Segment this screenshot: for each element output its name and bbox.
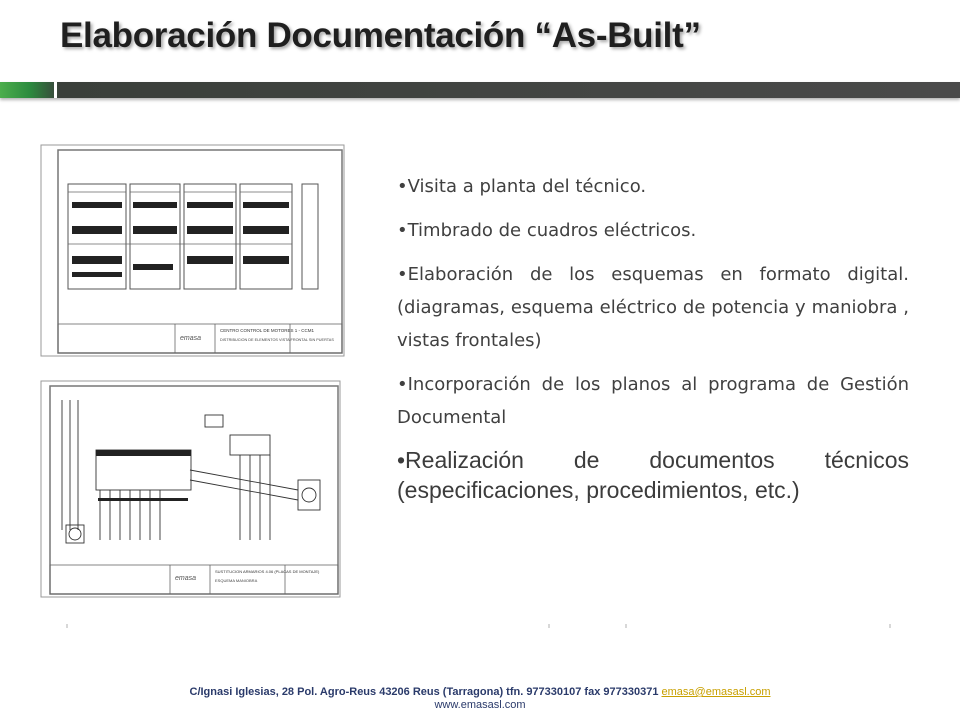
title-underline-bar (0, 82, 960, 98)
footer (0, 686, 960, 712)
bullet-item: •Elaboración de los esquemas en formato digital. (diagramas, esquema eléctrico de potencia y maniobra , vistas frontales) (397, 264, 909, 351)
footer-website-line (0, 699, 960, 712)
title-bar-accent (54, 82, 57, 98)
drawing-logo: emasa (180, 335, 202, 342)
cabinet-front-view-drawing (40, 144, 345, 357)
bullet-list (397, 170, 909, 516)
footer-email-link[interactable]: emasa@emasasl.com (661, 686, 771, 698)
drawing-title-top: CENTRO CONTROL DE MOTORES 1 - CCM1 (220, 328, 315, 333)
drawing-logo-bottom: emasa (175, 575, 197, 582)
bullet-item: •Realización de documentos técnicos (especificaciones, procedimientos, etc.) (397, 447, 909, 503)
drawing-subtitle-top: DISTRIBUCION DE ELEMENTOS VISTA FRONTAL SIN PUERTAS (220, 338, 334, 342)
electrical-schematic-drawing (40, 380, 341, 598)
bullet-item: •Incorporación de los planos al programa de Gestión Documental (397, 374, 909, 428)
bullet-item: •Visita a planta del técnico. (397, 176, 647, 197)
footer-address-line (0, 686, 960, 699)
bullet-item: •Timbrado de cuadros eléctricos. (397, 220, 697, 241)
slide-title: Elaboración Documentación “As-Built” (60, 16, 701, 55)
drawing-title-bottom: SUSTITUCION ARMARIOS 4.06 (PLACAS DE MONTAJE) (215, 569, 320, 574)
drawing-subtitle-bottom: ESQUEMA MANIOBRA (215, 578, 258, 583)
footer-address: C/Ignasi Iglesias, 28 Pol. Agro-Reus 43206 Reus (Tarragona) tfn. 977330107 fax 977330371 (189, 686, 659, 698)
footer-website-link[interactable]: www.emasasl.com (434, 699, 526, 711)
